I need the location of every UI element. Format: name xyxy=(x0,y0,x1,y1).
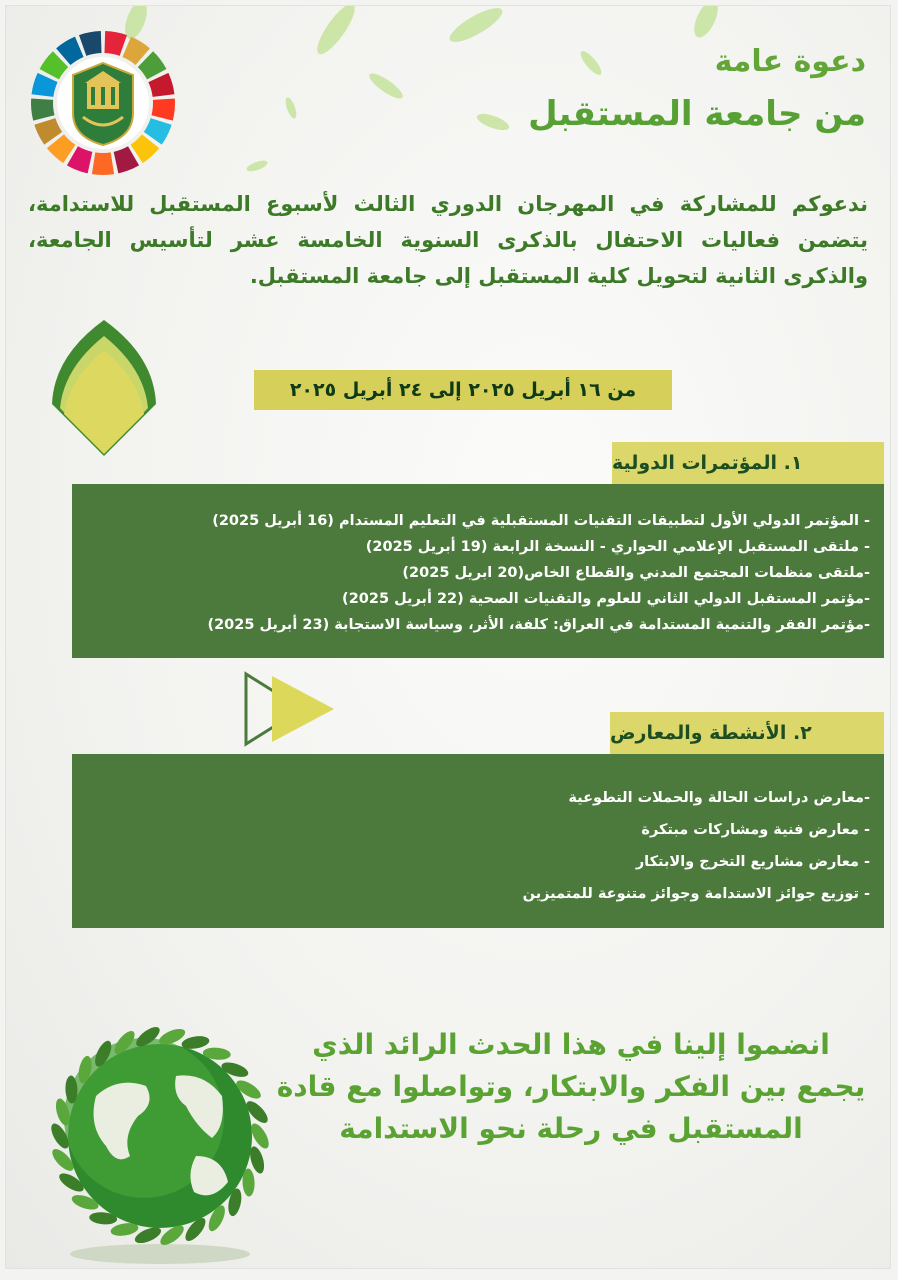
section-title-activities xyxy=(610,712,884,754)
green-globe-illustration xyxy=(26,1006,294,1268)
leaf-decoration xyxy=(283,96,298,119)
list-item: - ملتقى المستقبل الإعلامي الحواري - النسخة الرابعة (19 أبريل 2025) xyxy=(365,539,870,555)
section-title-conferences xyxy=(612,442,884,484)
section-title-label: ١. المؤتمرات الدولية xyxy=(612,452,803,474)
sdg-segment xyxy=(151,99,175,121)
sdg-segment xyxy=(92,152,114,175)
university-title: من جامعة المستقبل xyxy=(528,94,866,134)
activities-list-box xyxy=(72,754,884,928)
list-item: - توزيع جوائز الاستدامة وجوائز متنوعة للمتميزين xyxy=(522,886,870,902)
list-item: - معارض فنية ومشاركات مبتكرة xyxy=(641,822,870,838)
list-item: -معارض دراسات الحالة والحملات التطوعية xyxy=(568,790,870,806)
list-item: -ملتقى منظمات المجتمع المدني والقطاع الخاص(20 ابريل 2025) xyxy=(402,565,870,581)
drop-shape-decoration xyxy=(44,316,164,458)
section-title-label: ٢. الأنشطة والمعارض xyxy=(610,722,812,744)
intro-paragraph: ندعوكم للمشاركة في المهرجان الدوري الثالث لأسبوع المستقبل للاستدامة، يتضمن فعاليات الاحتفال بالذكرى السنوية الخامسة عشر لتأسيس الجامعة، والذكرى الثانية لتحويل كلية المستقبل إلى جامعة المستقبل. xyxy=(28,192,868,288)
leaf-decoration xyxy=(311,6,360,59)
leaf-decoration xyxy=(689,6,722,41)
sdg-segment xyxy=(79,31,101,56)
list-item: - معارض مشاريع التخرج والابتكار xyxy=(635,854,870,870)
leaf-decoration xyxy=(366,70,406,103)
play-arrow-decoration xyxy=(242,670,338,748)
list-item: -مؤتمر المستقبل الدولي الثاني للعلوم والتقنيات الصحية (22 أبريل 2025) xyxy=(342,591,870,607)
sdg-segment xyxy=(31,99,55,121)
invitation-poster xyxy=(6,6,890,1268)
leaf-decoration xyxy=(446,6,507,48)
university-logo xyxy=(28,28,178,178)
closing-message: انضموا إلينا في هذا الحدث الرائد الذي يجمع بين الفكر والابتكار، وتواصلوا مع قادة المستقبل في رحلة نحو الاستدامة xyxy=(276,1028,866,1145)
list-item: -مؤتمر الفقر والتنمية المستدامة في العراق: كلفة، الأثر، وسياسة الاستجابة (23 أبريل 2025) xyxy=(207,617,870,633)
leaf-decoration xyxy=(245,158,268,173)
conferences-list-box xyxy=(72,484,884,658)
sdg-segment xyxy=(104,31,126,56)
list-item: - المؤتمر الدولي الأول لتطبيقات التقنيات المستقبلية في التعليم المستدام (16 أبريل 2025) xyxy=(212,513,870,529)
invitation-title: دعوة عامة xyxy=(714,44,866,79)
event-date-range: من ١٦ أبريل ٢٠٢٥ إلى ٢٤ أبريل ٢٠٢٥ xyxy=(254,370,672,410)
